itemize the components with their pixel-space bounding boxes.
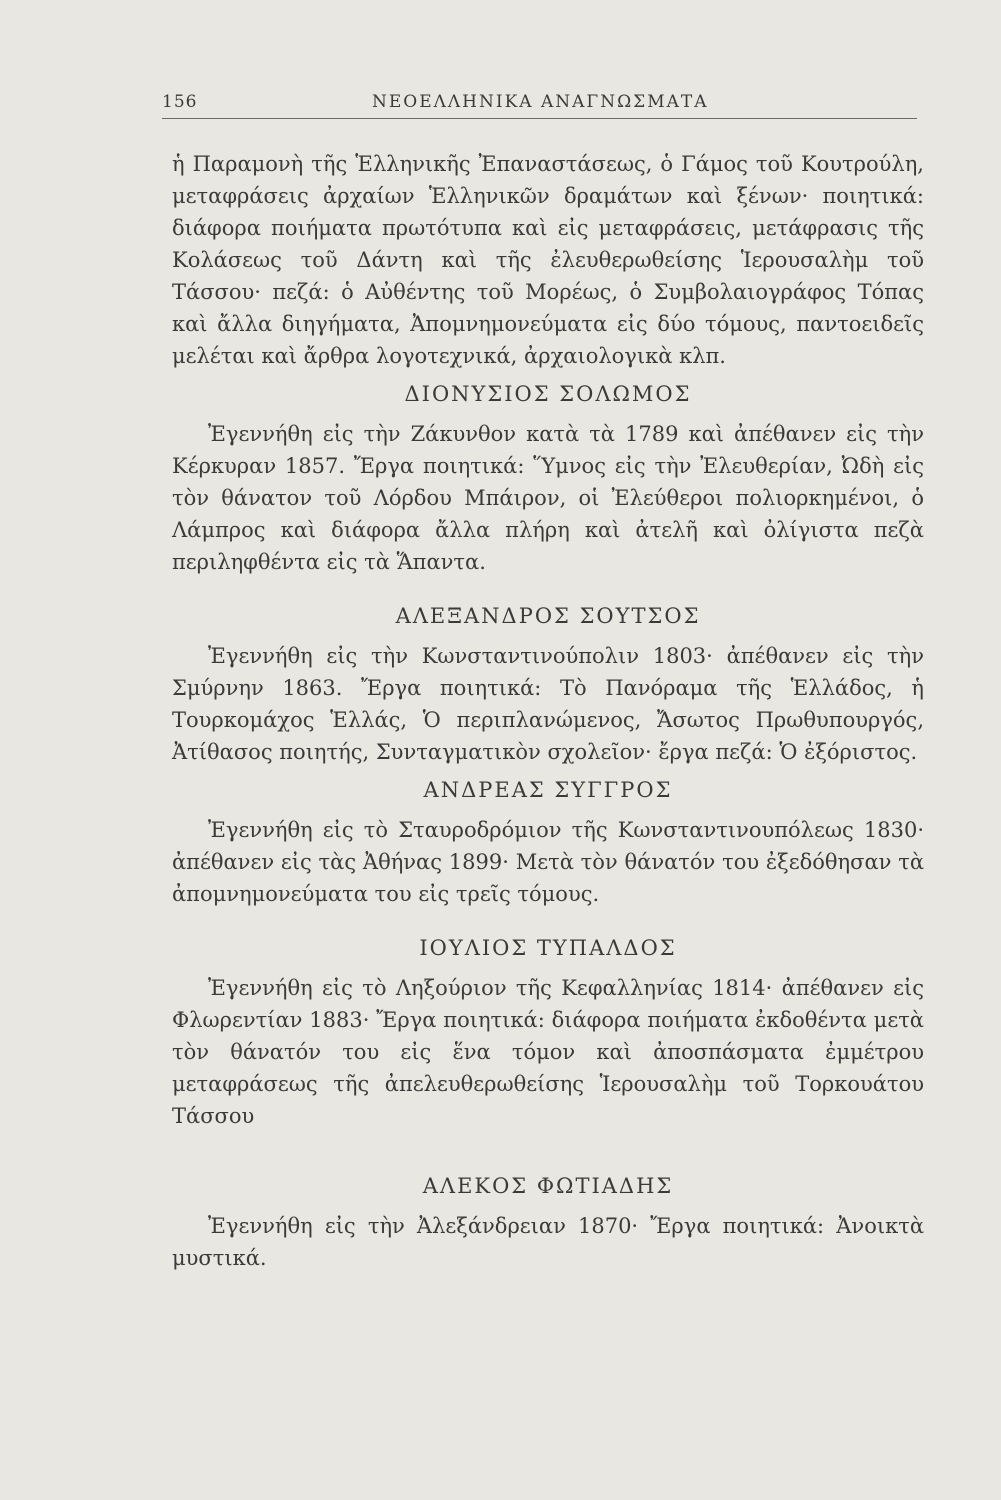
page-number: 156 [162, 92, 198, 112]
running-title: ΝΕΟΕΛΛΗΝΙΚΑ ΑΝΑΓΝΩΣΜΑΤΑ [372, 92, 709, 112]
section-text: Ἐγεννήθη εἰς τὸ Ληξούριον τῆς Κεφαλληνίας 1814· ἀπέθανεν εἰς Φλωρεντίαν 1883· Ἔργα ποιητικά: διάφορα ποιήματα ἐκδοθέντα μετὰ τὸν θάνατόν του εἰς ἕνα τόμον καὶ ἀποσπάσματα ἐμμέτρου μεταφράσεως τῆς ἀπελευθερωθείσης Ἱερουσαλὴμ τοῦ Τορκουάτου Τάσσου [172, 976, 924, 1128]
page-body [172, 148, 924, 1274]
section-text: Ἐγεννήθη εἰς τὸ Σταυροδρόμιον τῆς Κωνσταντινουπόλεως 1830· ἀπέθανεν εἰς τὰς Ἀθήνας 1899· Μετὰ τὸν θάνατόν του ἐξεδόθησαν τὰ ἀπομνημονεύματα του εἰς τρεῖς τόμους. [172, 818, 924, 906]
section-heading: ΔΙΟΝΥΣΙΟΣ ΣΟΛΩΜΟΣ [404, 382, 692, 406]
section-typaldos [172, 932, 924, 1132]
section-heading: ΑΝΔΡΕΑΣ ΣΥΓΓΡΟΣ [423, 778, 673, 802]
page-header [162, 92, 917, 122]
section-heading: ΑΛΕΞΑΝΔΡΟΣ ΣΟΥΤΣΟΣ [395, 604, 701, 628]
section-heading: ΑΛΕΚΟΣ ΦΩΤΙΑΔΗΣ [422, 1174, 674, 1198]
intro-paragraph: ἡ Παραμονὴ τῆς Ἑλληνικῆς Ἐπαναστάσεως, ὁ Γάμος τοῦ Κουτρούλη, μεταφράσεις ἀρχαίων Ἑλληνικῶν δραμάτων καὶ ξένων· ποιητικά: διάφορα ποιήματα πρωτότυπα καὶ εἰς μεταφράσεις, μετάφρασις τῆς Κολάσεως τοῦ Δάντη καὶ τῆς ἐλευθερωθείσης Ἱερουσαλὴμ τοῦ Τάσσου· πεζά: ὁ Αὐθέντης τοῦ Μορέως, ὁ Συμβολαιογράφος Τόπας καὶ ἄλλα διηγήματα, Ἀπομνημονεύματα εἰς δύο τόμους, παντοειδεῖς μελέται καὶ ἄρθρα λογοτεχνικά, ἀρχαιολογικὰ κλπ. [172, 152, 924, 368]
section-fotiadis [172, 1170, 924, 1274]
header-rule [162, 118, 917, 119]
section-solomos [172, 378, 924, 578]
section-heading: ΙΟΥΛΙΟΣ ΤΥΠΑΛΔΟΣ [419, 936, 677, 960]
section-text: Ἐγεννήθη εἰς τὴν Ζάκυνθον κατὰ τὰ 1789 καὶ ἀπέθανεν εἰς τὴν Κέρκυραν 1857. Ἔργα ποιητικά: Ὕμνος εἰς τὴν Ἐλευθερίαν, Ὠδὴ εἰς τὸν θάνατον τοῦ Λόρδου Μπάιρον, οἱ Ἐλεύθεροι πολιορκημένοι, ὁ Λάμπρος καὶ διάφορα ἄλλα πλήρη καὶ ἀτελῆ καὶ ὀλίγιστα πεζὰ περιληφθέντα εἰς τὰ Ἅπαντα. [172, 422, 924, 574]
section-syggros [172, 774, 924, 910]
section-text: Ἐγεννήθη εἰς τὴν Κωνσταντινούπολιν 1803· ἀπέθανεν εἰς τὴν Σμύρνην 1863. Ἔργα ποιητικά: Τὸ Πανόραμα τῆς Ἑλλάδος, ἡ Τουρκομάχος Ἑλλάς, Ὁ περιπλανώμενος, Ἄσωτος Πρωθυπουργός, Ἀτίθασος ποιητής, Συνταγματικὸν σχολεῖον· ἔργα πεζά: Ὁ ἐξόριστος. [172, 644, 924, 764]
section-text: Ἐγεννήθη εἰς τὴν Ἀλεξάνδρειαν 1870· Ἔργα ποιητικά: Ἀνοικτὰ μυστικά. [172, 1214, 924, 1270]
section-soutsos [172, 600, 924, 768]
